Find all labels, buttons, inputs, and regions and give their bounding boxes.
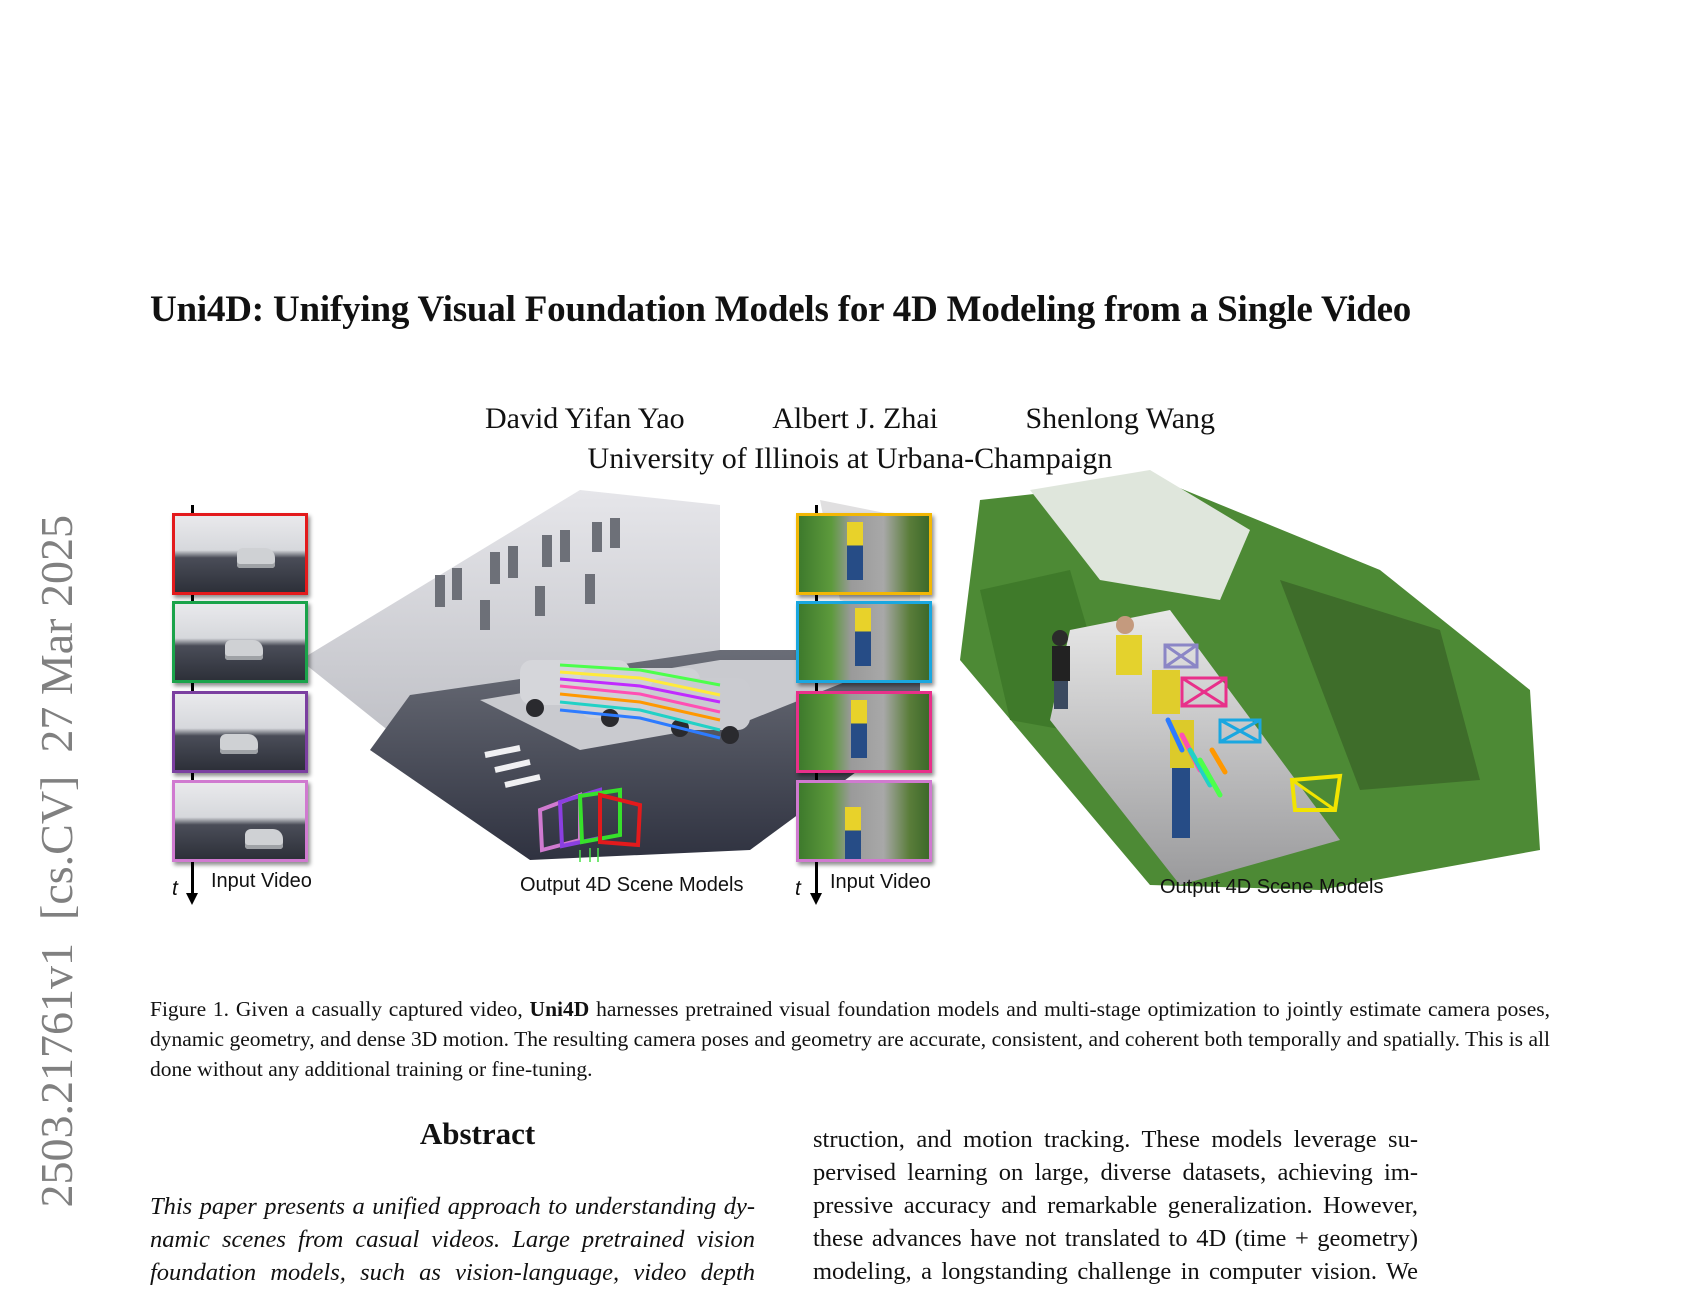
input-video-label: Input Video <box>830 871 931 893</box>
paper-title: Uni4D: Unifying Visual Foundation Models for 4D Modeling from a Single Video <box>150 289 1412 330</box>
body-line: these advances have not translated to 4D (time + geometry) <box>813 1225 1418 1252</box>
caption-method-name: Uni4D <box>529 997 590 1021</box>
affiliation: University of Illinois at Urbana-Champaign <box>587 442 1113 475</box>
arxiv-identifier-stamp: 2503.21761v1 [cs.CV] 27 Mar 2025 <box>31 515 82 1208</box>
time-axis-label: t <box>795 877 801 900</box>
caption-body: harnesses pretrained visual foundation models and multi-stage optimization to jointly estimate camera poses, dynamic geometry, and dense 3D motion. The resulting camera poses and geometry are accurate, consistent, and coherent both temporally and spatially. This is all done without any additional training or fine-tuning. <box>150 997 1550 1081</box>
author-name: Albert J. Zhai <box>772 402 938 435</box>
abstract-line: namic scenes from casual videos. Large pretrained vision <box>150 1226 755 1253</box>
introduction-column <box>813 1123 1418 1288</box>
time-arrow-icon <box>186 893 198 905</box>
caption-prefix: Figure 1. Given a casually captured video, <box>150 997 530 1021</box>
abstract-heading: Abstract <box>419 1116 536 1151</box>
input-frame-4 <box>796 780 932 862</box>
input-video-label: Input Video <box>211 870 312 892</box>
body-line: struction, and motion tracking. These models leverage su- <box>813 1126 1418 1153</box>
author-name: Shenlong Wang <box>1025 402 1216 435</box>
input-frame-3 <box>172 691 308 773</box>
author-list <box>0 402 1700 436</box>
figure-caption <box>150 994 1550 1084</box>
abstract-line: This paper presents a unified approach to understanding dy- <box>150 1193 755 1220</box>
input-frame-3 <box>796 691 932 773</box>
teaser-figure <box>150 505 1550 985</box>
input-frame-4 <box>172 780 308 862</box>
abstract-body <box>150 1190 755 1289</box>
output-scene-label: Output 4D Scene Models <box>520 874 744 896</box>
forest-point-cloud-scene <box>920 460 1540 890</box>
time-axis-label: t <box>172 877 178 900</box>
body-line: pervised learning on large, diverse datasets, achieving im- <box>813 1159 1418 1186</box>
input-frame-1 <box>172 513 308 595</box>
output-scene-label: Output 4D Scene Models <box>1160 876 1384 898</box>
author-name: David Yifan Yao <box>484 402 685 435</box>
time-arrow-icon <box>810 893 822 905</box>
input-frame-2 <box>796 601 932 683</box>
input-frame-2 <box>172 601 308 683</box>
body-line: pressive accuracy and remarkable generalization. However, <box>813 1192 1418 1219</box>
body-line: modeling, a longstanding challenge in computer vision. We <box>813 1258 1418 1285</box>
abstract-line: foundation models, such as vision-language, video depth <box>150 1259 755 1286</box>
input-frame-1 <box>796 513 932 595</box>
